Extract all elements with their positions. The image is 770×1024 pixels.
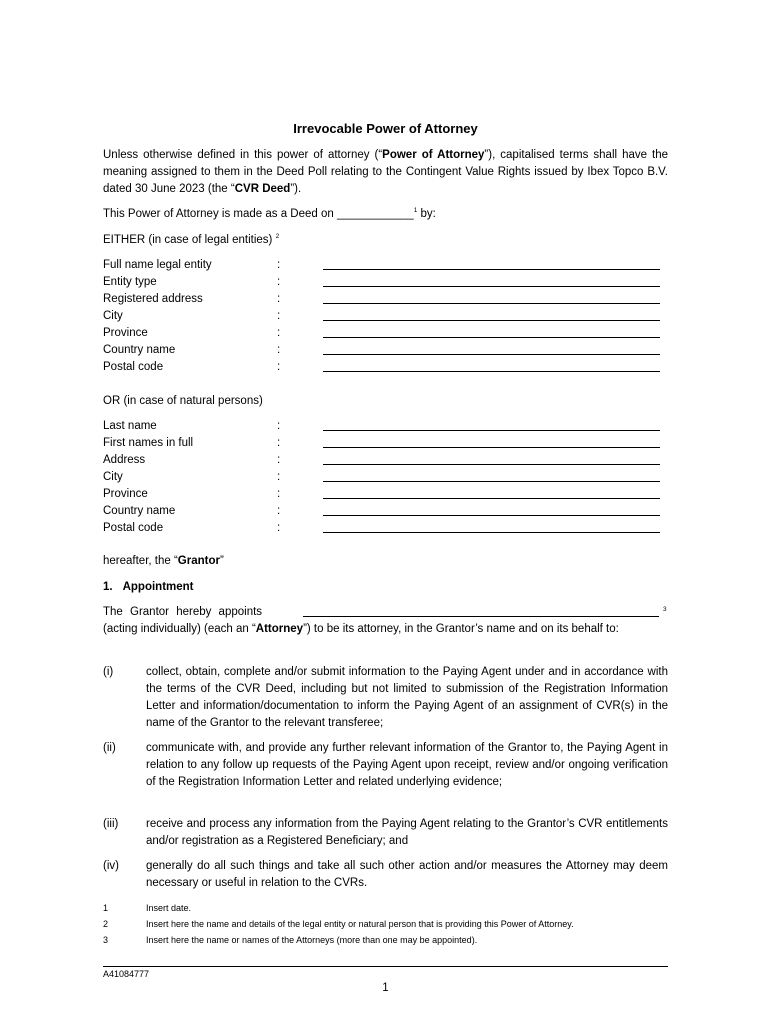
fill-in-line[interactable] (323, 464, 660, 465)
section-heading-appointment: 1. Appointment (103, 581, 194, 593)
form-row: Registered address : (103, 291, 668, 308)
defined-term-grantor: Grantor (177, 555, 220, 567)
document-reference: A41084777 (103, 969, 150, 979)
form-row: City : (103, 469, 668, 486)
document-title: Irrevocable Power of Attorney (293, 121, 478, 136)
or-natural-persons-line: OR (in case of natural persons) (103, 395, 263, 407)
made-as-deed-line: This Power of Attorney is made as a Deed on ____________$^1$ by: (103, 207, 436, 220)
hereafter-grantor-line: hereafter, the “Grantor” (103, 555, 224, 567)
form-row: Province : (103, 486, 668, 503)
form-row: Country name : (103, 503, 668, 520)
defined-term-attorney: Attorney (255, 623, 304, 635)
attorney-name-fill-in-line[interactable] (303, 616, 659, 617)
fill-in-line[interactable] (323, 430, 660, 431)
either-legal-entities-line: EITHER (in case of legal entities) $^2$ (103, 233, 280, 246)
fill-in-line[interactable] (323, 515, 660, 516)
defined-term-cvr-deed: CVR Deed (234, 183, 291, 195)
intro-paragraph: Unless otherwise defined in this power of attorney (“Power of Attorney”), capitalised terms shall have the meaning assigned to them in the Deed Poll relating to the Contingent Value Rights issued by Ibex Topco B.V. dated 30 June 2023 (the “CVR Deed”). (103, 149, 668, 195)
form-row: City : (103, 308, 668, 325)
fill-in-line[interactable] (323, 354, 660, 355)
fill-in-line[interactable] (323, 532, 660, 533)
fill-in-line[interactable] (323, 447, 660, 448)
form-row: Province : (103, 325, 668, 342)
form-row: Country name : (103, 342, 668, 359)
fill-in-line[interactable] (323, 303, 660, 304)
fill-in-line[interactable] (323, 498, 660, 499)
fill-in-line[interactable] (323, 269, 660, 270)
appointment-paragraph: (acting individually) (each an “Attorney”) to be its attorney, in the Grantor’s name and on its behalf to: (103, 623, 619, 635)
fill-in-line[interactable] (323, 371, 660, 372)
form-row: Last name : (103, 418, 668, 435)
form-row: Postal code : (103, 520, 668, 537)
form-row: Full name legal entity : (103, 257, 668, 274)
fill-in-line[interactable] (323, 337, 660, 338)
form-row: Address : (103, 452, 668, 469)
defined-term-power-of-attorney: Power of Attorney (382, 149, 485, 161)
fill-in-line[interactable] (323, 481, 660, 482)
fill-in-line[interactable] (323, 286, 660, 287)
form-row: Entity type : (103, 274, 668, 291)
form-row: First names in full : (103, 435, 668, 452)
footnote-ref-1: 1 (413, 207, 418, 214)
appointment-line: The Grantor hereby appoints 3 (103, 604, 668, 621)
page-number: 1 (382, 982, 389, 994)
footer-rule (103, 966, 668, 967)
form-row: Postal code : (103, 359, 668, 376)
fill-in-line[interactable] (323, 320, 660, 321)
footnote-ref-2: 2 (275, 233, 280, 240)
footnote-ref-3: 3 (663, 606, 667, 613)
